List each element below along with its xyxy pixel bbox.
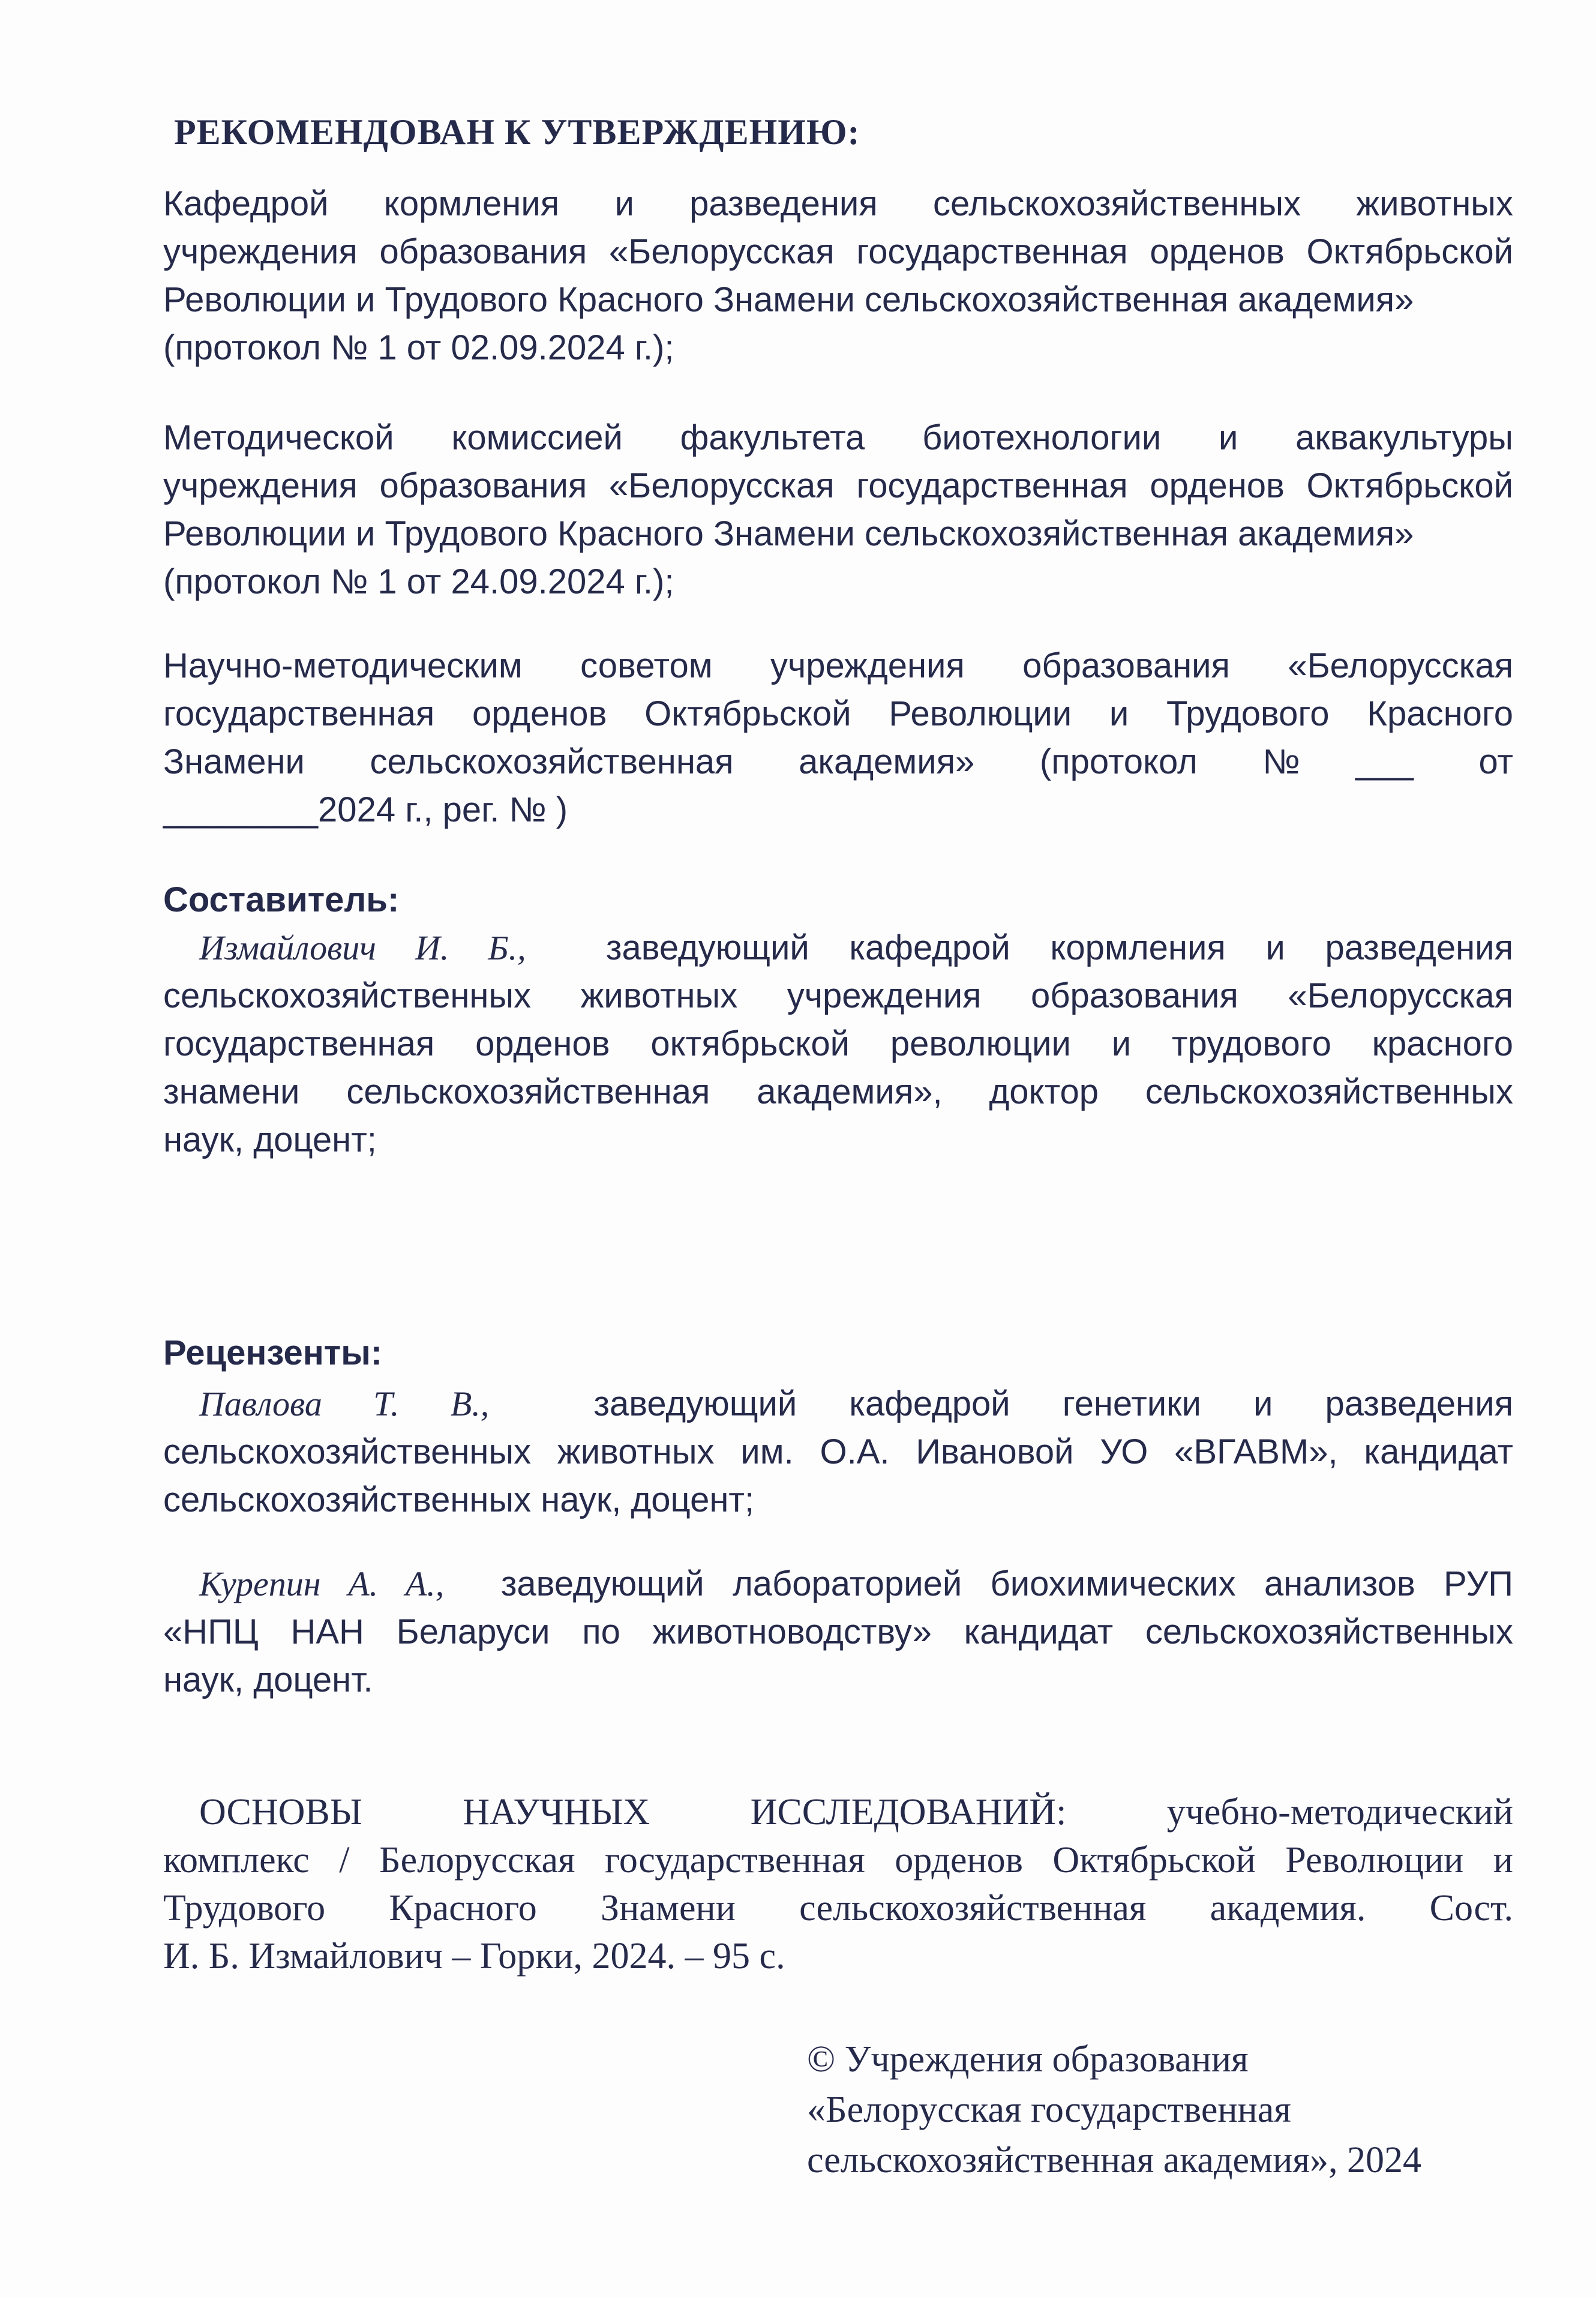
copyright-line: © Учреждения образования [807,2039,1249,2080]
approval-line: Научно-методическим советом учреждения образования «Белорусская [163,646,1513,685]
recommended-heading: РЕКОМЕНДОВАН К УТВЕРЖДЕНИЮ: [174,112,860,152]
compiler-line: знамени сельскохозяйственная академия», доктор сельскохозяйственных [163,1072,1513,1111]
copyright-line: «Белорусская государственная [807,2089,1291,2130]
approval-line: ________2024 г., рег. № ) [163,790,568,829]
compiler-line: государственная орденов октябрьской революции и трудового красного [163,1024,1513,1063]
compiler-role: заведующий кафедрой кормления и разведения [605,928,1513,967]
reviewer-line: сельскохозяйственных животных им. О.А. Ивановой УО «ВГАВМ», кандидат [163,1432,1513,1471]
compiler-heading: Составитель: [163,880,400,919]
reviewer-line: «НПЦ НАН Беларуси по животноводству» кандидат сельскохозяйственных [163,1612,1513,1651]
approval-line: Революции и Трудового Красного Знамени сельскохозяйственная академия» [163,280,1414,319]
reviewer-2 [163,1560,1513,1704]
reviewer-name: Павлова Т. В., [199,1384,490,1423]
reviewer-role: заведующий лабораторией биохимических анализов РУП [500,1564,1513,1603]
approval-council [163,642,1513,834]
approval-line: Методической комиссией факультета биотехнологии и аквакультуры [163,418,1513,457]
approval-line: Знамени сельскохозяйственная академия» (протокол №___ от [163,742,1513,781]
compiler-text [163,924,1513,1164]
compiler-name: Измайлович И. Б., [199,928,526,967]
bibliographic-record [163,1788,1513,1980]
copyright-line: сельскохозяйственная академия», 2024 [807,2140,1421,2181]
approval-line: учреждения образования «Белорусская государственная орденов Октябрьской [163,232,1513,271]
approval-line: (протокол № 1 от 24.09.2024 г.); [163,562,674,601]
reviewer-name: Курепин А. А., [199,1564,445,1603]
reviewer-line: сельскохозяйственных наук, доцент; [163,1480,755,1519]
bibliography-line: Трудового Красного Знамени сельскохозяйственная академия. Сост. [163,1888,1513,1929]
bibliography-line: комплекс / Белорусская государственная орденов Октябрьской Революции и [163,1840,1513,1881]
bibliography-line: И. Б. Измайлович – Горки, 2024. – 95 с. [163,1936,785,1977]
approval-commission [163,414,1513,606]
copyright-notice [807,2034,1527,2185]
compiler-line [163,924,1513,972]
approval-line: (протокол № 1 от 02.09.2024 г.); [163,328,674,367]
reviewer-line [163,1380,1513,1428]
reviewer-line [163,1560,1513,1608]
reviewer-line: наук, доцент. [163,1660,373,1699]
approval-line: Революции и Трудового Красного Знамени сельскохозяйственная академия» [163,514,1414,553]
reviewers-heading: Рецензенты: [163,1333,383,1372]
bibliography-line: ОСНОВЫ НАУЧНЫХ ИССЛЕДОВАНИЙ: учебно-методический [199,1792,1513,1833]
compiler-line: сельскохозяйственных животных учреждения образования «Белорусская [163,976,1513,1015]
approval-line: Кафедрой кормления и разведения сельскохозяйственных животных [163,184,1513,223]
compiler-line: наук, доцент; [163,1120,377,1159]
reviewer-role: заведующий кафедрой генетики и разведения [593,1384,1514,1423]
approval-line: государственная орденов Октябрьской Революции и Трудового Красного [163,694,1513,733]
approval-department [163,180,1513,372]
approval-line: учреждения образования «Белорусская государственная орденов Октябрьской [163,466,1513,505]
reviewer-1 [163,1380,1513,1524]
